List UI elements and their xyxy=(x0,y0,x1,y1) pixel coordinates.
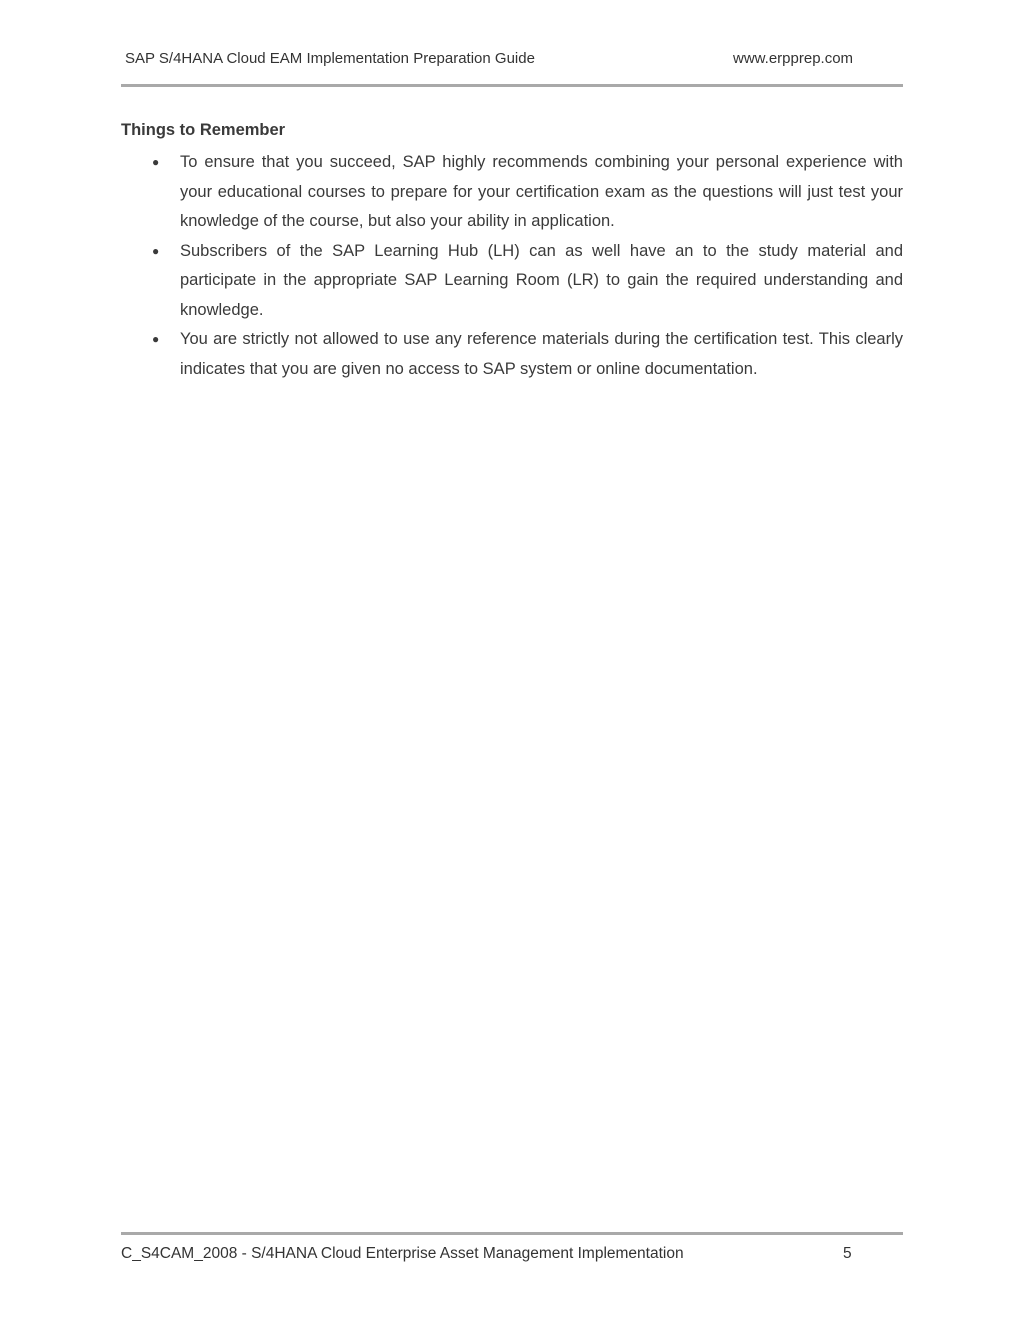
section-heading: Things to Remember xyxy=(121,121,286,139)
list-item-text: To ensure that you succeed, SAP highly recommends combining your personal experience with your educational courses to prepare for your certification exam as the questions will just test your knowledge of the course, but also your ability in application. xyxy=(180,153,903,230)
page-number: 5 xyxy=(843,1245,852,1262)
website-url: www.erpprep.com xyxy=(733,50,854,67)
footer-exam-title: C_S4CAM_2008 - S/4HANA Cloud Enterprise Asset Management Implementation xyxy=(121,1245,684,1262)
page-footer xyxy=(121,1243,903,1265)
list-item xyxy=(121,237,903,326)
list-item xyxy=(121,148,903,237)
bullet-list xyxy=(121,148,903,384)
list-item xyxy=(121,325,903,384)
page-header xyxy=(121,48,903,70)
list-item-text: You are strictly not allowed to use any reference materials during the certification test. This clearly indicates that you are given no access to SAP system or online documentation. xyxy=(180,330,903,378)
document-title: SAP S/4HANA Cloud EAM Implementation Preparation Guide xyxy=(125,50,535,67)
bullet-icon: ● xyxy=(152,155,160,169)
header-divider xyxy=(121,84,903,87)
list-item-text: Subscribers of the SAP Learning Hub (LH) can as well have an to the study material and participate in the appropriate SAP Learning Room (LR) to gain the required understanding and knowledge. xyxy=(180,241,903,319)
main-content xyxy=(121,118,903,384)
bullet-icon: ● xyxy=(152,332,160,346)
bullet-icon: ● xyxy=(152,243,160,258)
footer-divider xyxy=(121,1232,903,1235)
